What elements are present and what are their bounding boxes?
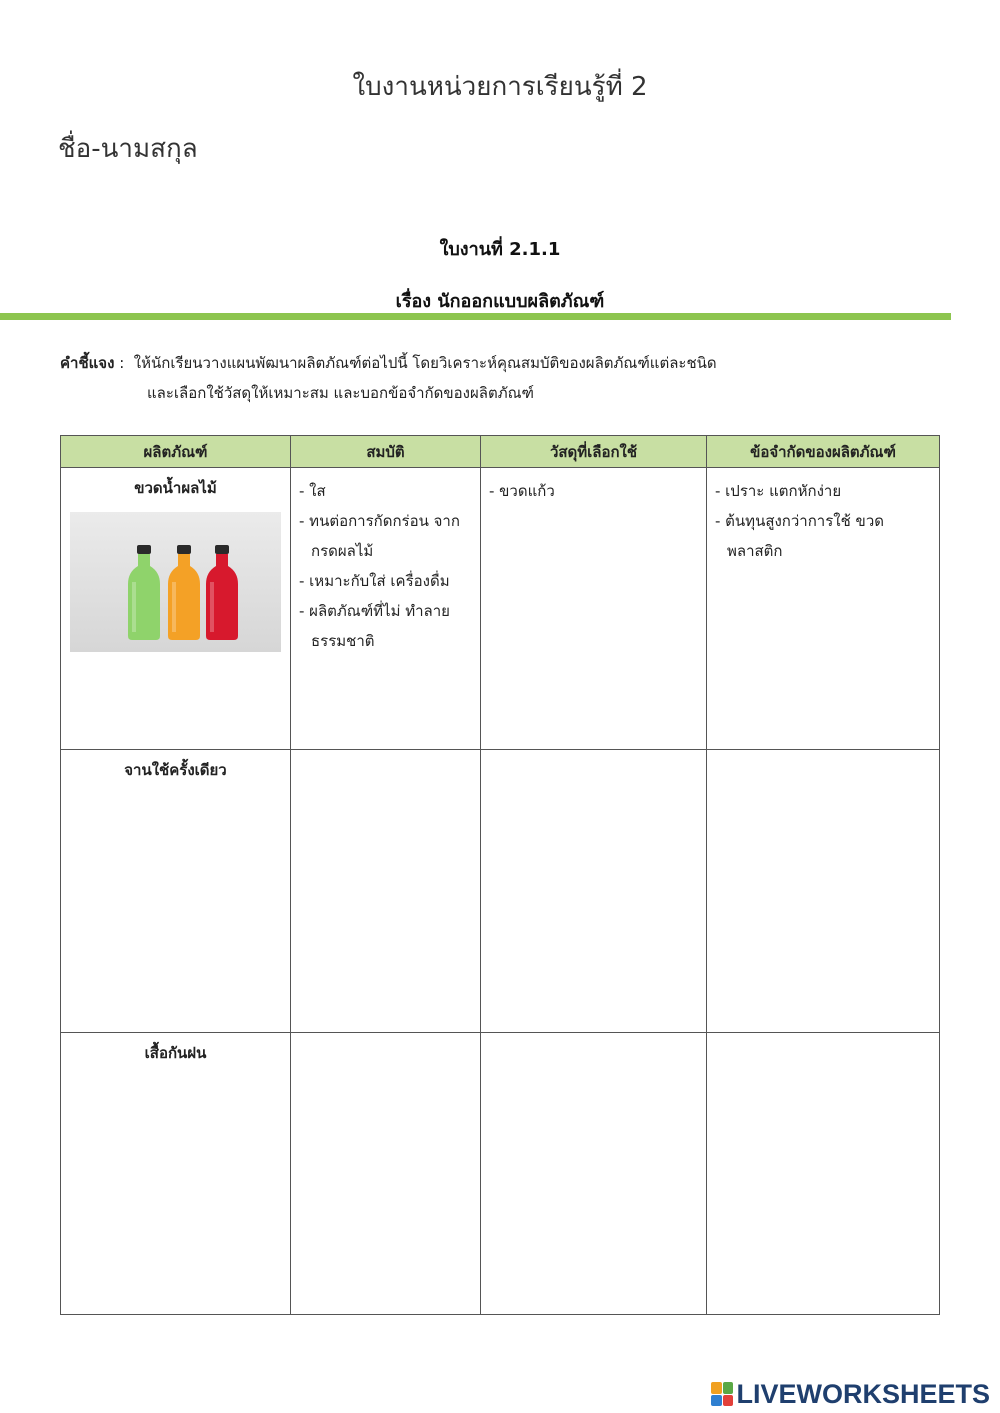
product-cell [61, 750, 291, 1033]
header-product: ผลิตภัณฑ์ [61, 436, 291, 468]
liveworksheets-logo [711, 1376, 990, 1412]
instructions-text-2: และเลือกใช้วัสดุให้เหมาะสม และบอกข้อจำกัดของผลิตภัณฑ์ [147, 384, 534, 402]
instructions-line-1 [60, 348, 960, 378]
table-row [61, 468, 940, 750]
limitations-cell[interactable] [707, 750, 940, 1033]
product-cell [61, 468, 291, 750]
logo-badge-square [723, 1382, 734, 1394]
properties-item: - ใส [299, 482, 326, 500]
properties-cell[interactable] [291, 750, 481, 1033]
logo-badge-square [711, 1382, 722, 1394]
logo-text: LIVEWORKSHEETS [736, 1378, 990, 1409]
header-properties: สมบัติ [291, 436, 481, 468]
green-divider [0, 313, 951, 320]
instructions-label: คำชี้แจง [60, 354, 115, 372]
logo-badge-square [711, 1395, 722, 1407]
properties-item: - ทนต่อการกัดกร่อน จากกรดผลไม้ [299, 512, 460, 560]
limitations-cell[interactable] [707, 1033, 940, 1315]
materials-cell [481, 468, 707, 750]
materials-cell[interactable] [481, 1033, 707, 1315]
table-row [61, 1033, 940, 1315]
header-limitations: ข้อจำกัดของผลิตภัณฑ์ [707, 436, 940, 468]
logo-badge-icon [711, 1382, 733, 1406]
limitations-list [707, 468, 939, 566]
properties-item: - ผลิตภัณฑ์ที่ไม่ ทำลายธรรมชาติ [299, 602, 450, 650]
limitations-cell [707, 468, 940, 750]
table-header-row [61, 436, 940, 468]
student-name-label: ชื่อ-นามสกุล [58, 134, 198, 164]
worksheet-topic: เรื่อง นักออกแบบผลิตภัณฑ์ [395, 291, 605, 312]
juice-bottles-image [70, 512, 281, 652]
worksheet-number: ใบงานที่ 2.1.1 [439, 239, 561, 260]
materials-cell[interactable] [481, 750, 707, 1033]
instructions-text-1: ให้นักเรียนวางแผนพัฒนาผลิตภัณฑ์ต่อไปนี้ โดยวิเคราะห์คุณสมบัติของผลิตภัณฑ์แต่ละชนิด [133, 354, 717, 372]
limitations-item: - เปราะ แตกหักง่าย [715, 482, 842, 500]
unit-title: ใบงานหน่วยการเรียนรู้ที่ 2 [352, 72, 648, 102]
properties-list [291, 468, 480, 656]
materials-list [481, 468, 706, 506]
logo-badge-square [723, 1395, 734, 1407]
instructions [60, 348, 960, 408]
instructions-separator: : [114, 354, 134, 372]
materials-item: - ขวดแก้ว [489, 482, 555, 500]
product-name: จานใช้ครั้งเดียว [124, 761, 227, 779]
product-name: ขวดน้ำผลไม้ [134, 479, 217, 497]
table-row [61, 750, 940, 1033]
header-materials: วัสดุที่เลือกใช้ [481, 436, 707, 468]
properties-item: - เหมาะกับใส่ เครื่องดื่ม [299, 572, 450, 590]
properties-cell[interactable] [291, 1033, 481, 1315]
properties-cell [291, 468, 481, 750]
product-cell [61, 1033, 291, 1315]
product-name: เสื้อกันฝน [144, 1044, 207, 1062]
limitations-item: - ต้นทุนสูงกว่าการใช้ ขวดพลาสติก [715, 512, 884, 560]
product-analysis-table [60, 435, 940, 1315]
